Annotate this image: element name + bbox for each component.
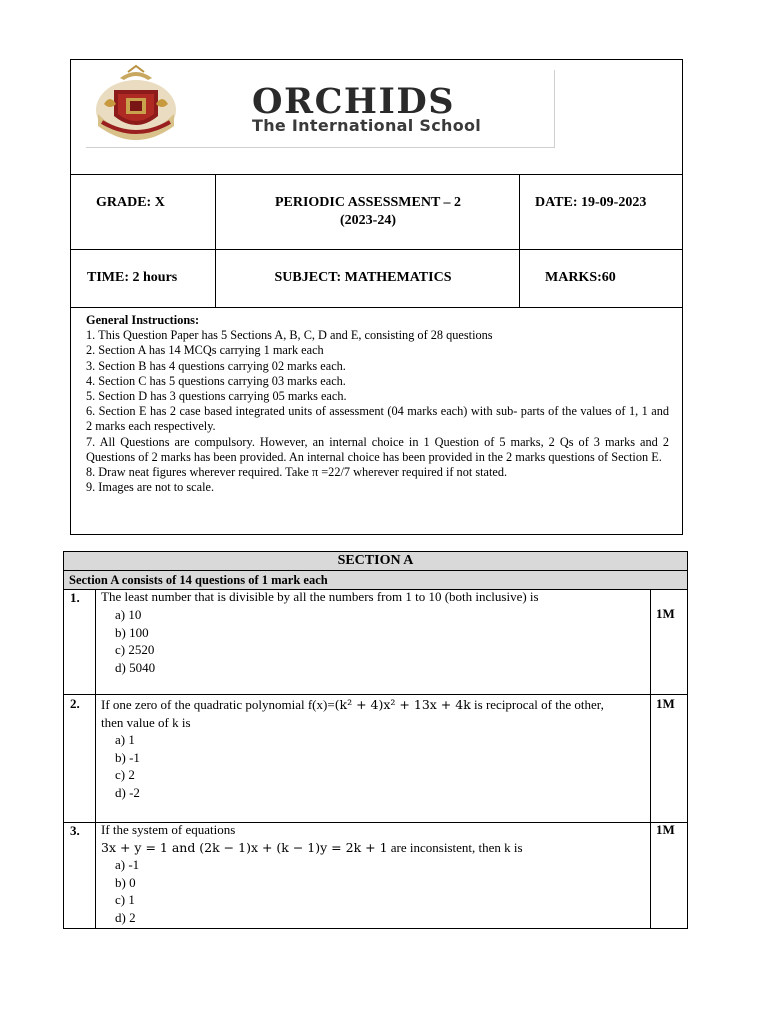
question-text-prefix: If one zero of the quadratic polynomial f(x)= <box>101 697 335 712</box>
exam-date: DATE: 19-09-2023 <box>535 195 647 210</box>
question-marks: 1M <box>656 696 675 711</box>
school-name: ORCHIDS <box>252 81 455 122</box>
question-text-suffix: is reciprocal of the other, <box>470 697 604 712</box>
option: a) 1 <box>115 732 135 747</box>
instruction-item: 3. Section B has 4 questions carrying 02 marks each. <box>86 358 346 373</box>
option: d) -2 <box>115 785 140 800</box>
instruction-item: 2. Section A has 14 MCQs carrying 1 mark each <box>86 343 324 358</box>
option: b) 0 <box>115 875 136 890</box>
question-text <box>101 696 646 731</box>
question-marks: 1M <box>656 822 675 837</box>
instructions-title: General Instructions: <box>86 313 200 327</box>
instruction-item: 6. Section E has 2 case based integrated units of assessment (04 marks each) with sub- parts of the values of 1, 1 and 2 marks each respectively. <box>86 404 669 434</box>
equation-system: 3x + y = 1 and (2k − 1)x + (k − 1)y = 2k + 1 <box>101 839 388 855</box>
question-text <box>101 821 646 856</box>
table-column-divider <box>95 589 96 928</box>
question-text-line2: then value of k is <box>101 714 191 730</box>
option: a) -1 <box>115 857 140 872</box>
question-number: 3. <box>70 823 80 838</box>
header-divider <box>71 174 682 175</box>
option: d) 2 <box>115 910 136 925</box>
option: a) 10 <box>115 607 142 622</box>
instruction-item: 1. This Question Paper has 5 Sections A, B, C, D and E, consisting of 28 questions <box>86 328 493 343</box>
option: c) 2 <box>115 767 135 782</box>
exam-time: TIME: 2 hours <box>87 270 178 285</box>
assessment-title <box>216 194 520 230</box>
instruction-item: 5. Section D has 3 questions carrying 05 marks each. <box>86 389 347 404</box>
option: c) 1 <box>115 892 135 907</box>
question-text: The least number that is divisible by all the numbers from 1 to 10 (both inclusive) is <box>101 589 539 604</box>
general-instructions <box>86 313 669 495</box>
table-divider <box>64 694 687 695</box>
section-a-table <box>63 551 688 929</box>
polynomial-expression: (k² + 4)x² + 13x + 4k <box>334 697 471 712</box>
question-number: 2. <box>70 696 80 711</box>
option: d) 5040 <box>115 660 156 675</box>
question-number: 1. <box>70 590 80 605</box>
question-marks: 1M <box>656 606 675 621</box>
section-subtitle-row <box>64 571 687 589</box>
section-title: SECTION A <box>337 553 414 568</box>
assessment-year: (2023-24) <box>340 213 396 228</box>
option: b) -1 <box>115 750 140 765</box>
table-column-divider <box>650 589 651 928</box>
instruction-item: 8. Draw neat figures wherever required. Take π =22/7 wherever required if not stated. <box>86 465 508 480</box>
header-divider <box>71 307 682 308</box>
section-title-row <box>64 552 687 570</box>
header-divider <box>71 249 682 250</box>
instruction-item: 9. Images are not to scale. <box>86 480 215 495</box>
section-subtitle: Section A consists of 14 questions of 1 mark each <box>69 573 328 587</box>
school-crest-logo <box>90 64 182 146</box>
option: b) 100 <box>115 625 149 640</box>
assessment-title-line1: PERIODIC ASSESSMENT – 2 <box>274 195 462 210</box>
exam-subject: SUBJECT: MATHEMATICS <box>274 270 452 285</box>
question-text-suffix: are inconsistent, then k is <box>387 839 523 855</box>
instruction-item: 7. All Questions are compulsory. However, an internal choice in 1 Question of 5 marks, 2 Qs of 3 marks and 2 Questions of 2 marks has been provided. An internal choice has been provided in the 2 marks questions of Section E. <box>86 434 669 464</box>
school-subtitle: The International School <box>252 116 482 135</box>
option: c) 2520 <box>115 642 155 657</box>
grade-label: GRADE: X <box>96 195 165 210</box>
exam-marks: MARKS:60 <box>545 270 616 285</box>
question-text-line1: If the system of equations <box>101 822 236 837</box>
instruction-item: 4. Section C has 5 questions carrying 03 marks each. <box>86 373 346 388</box>
